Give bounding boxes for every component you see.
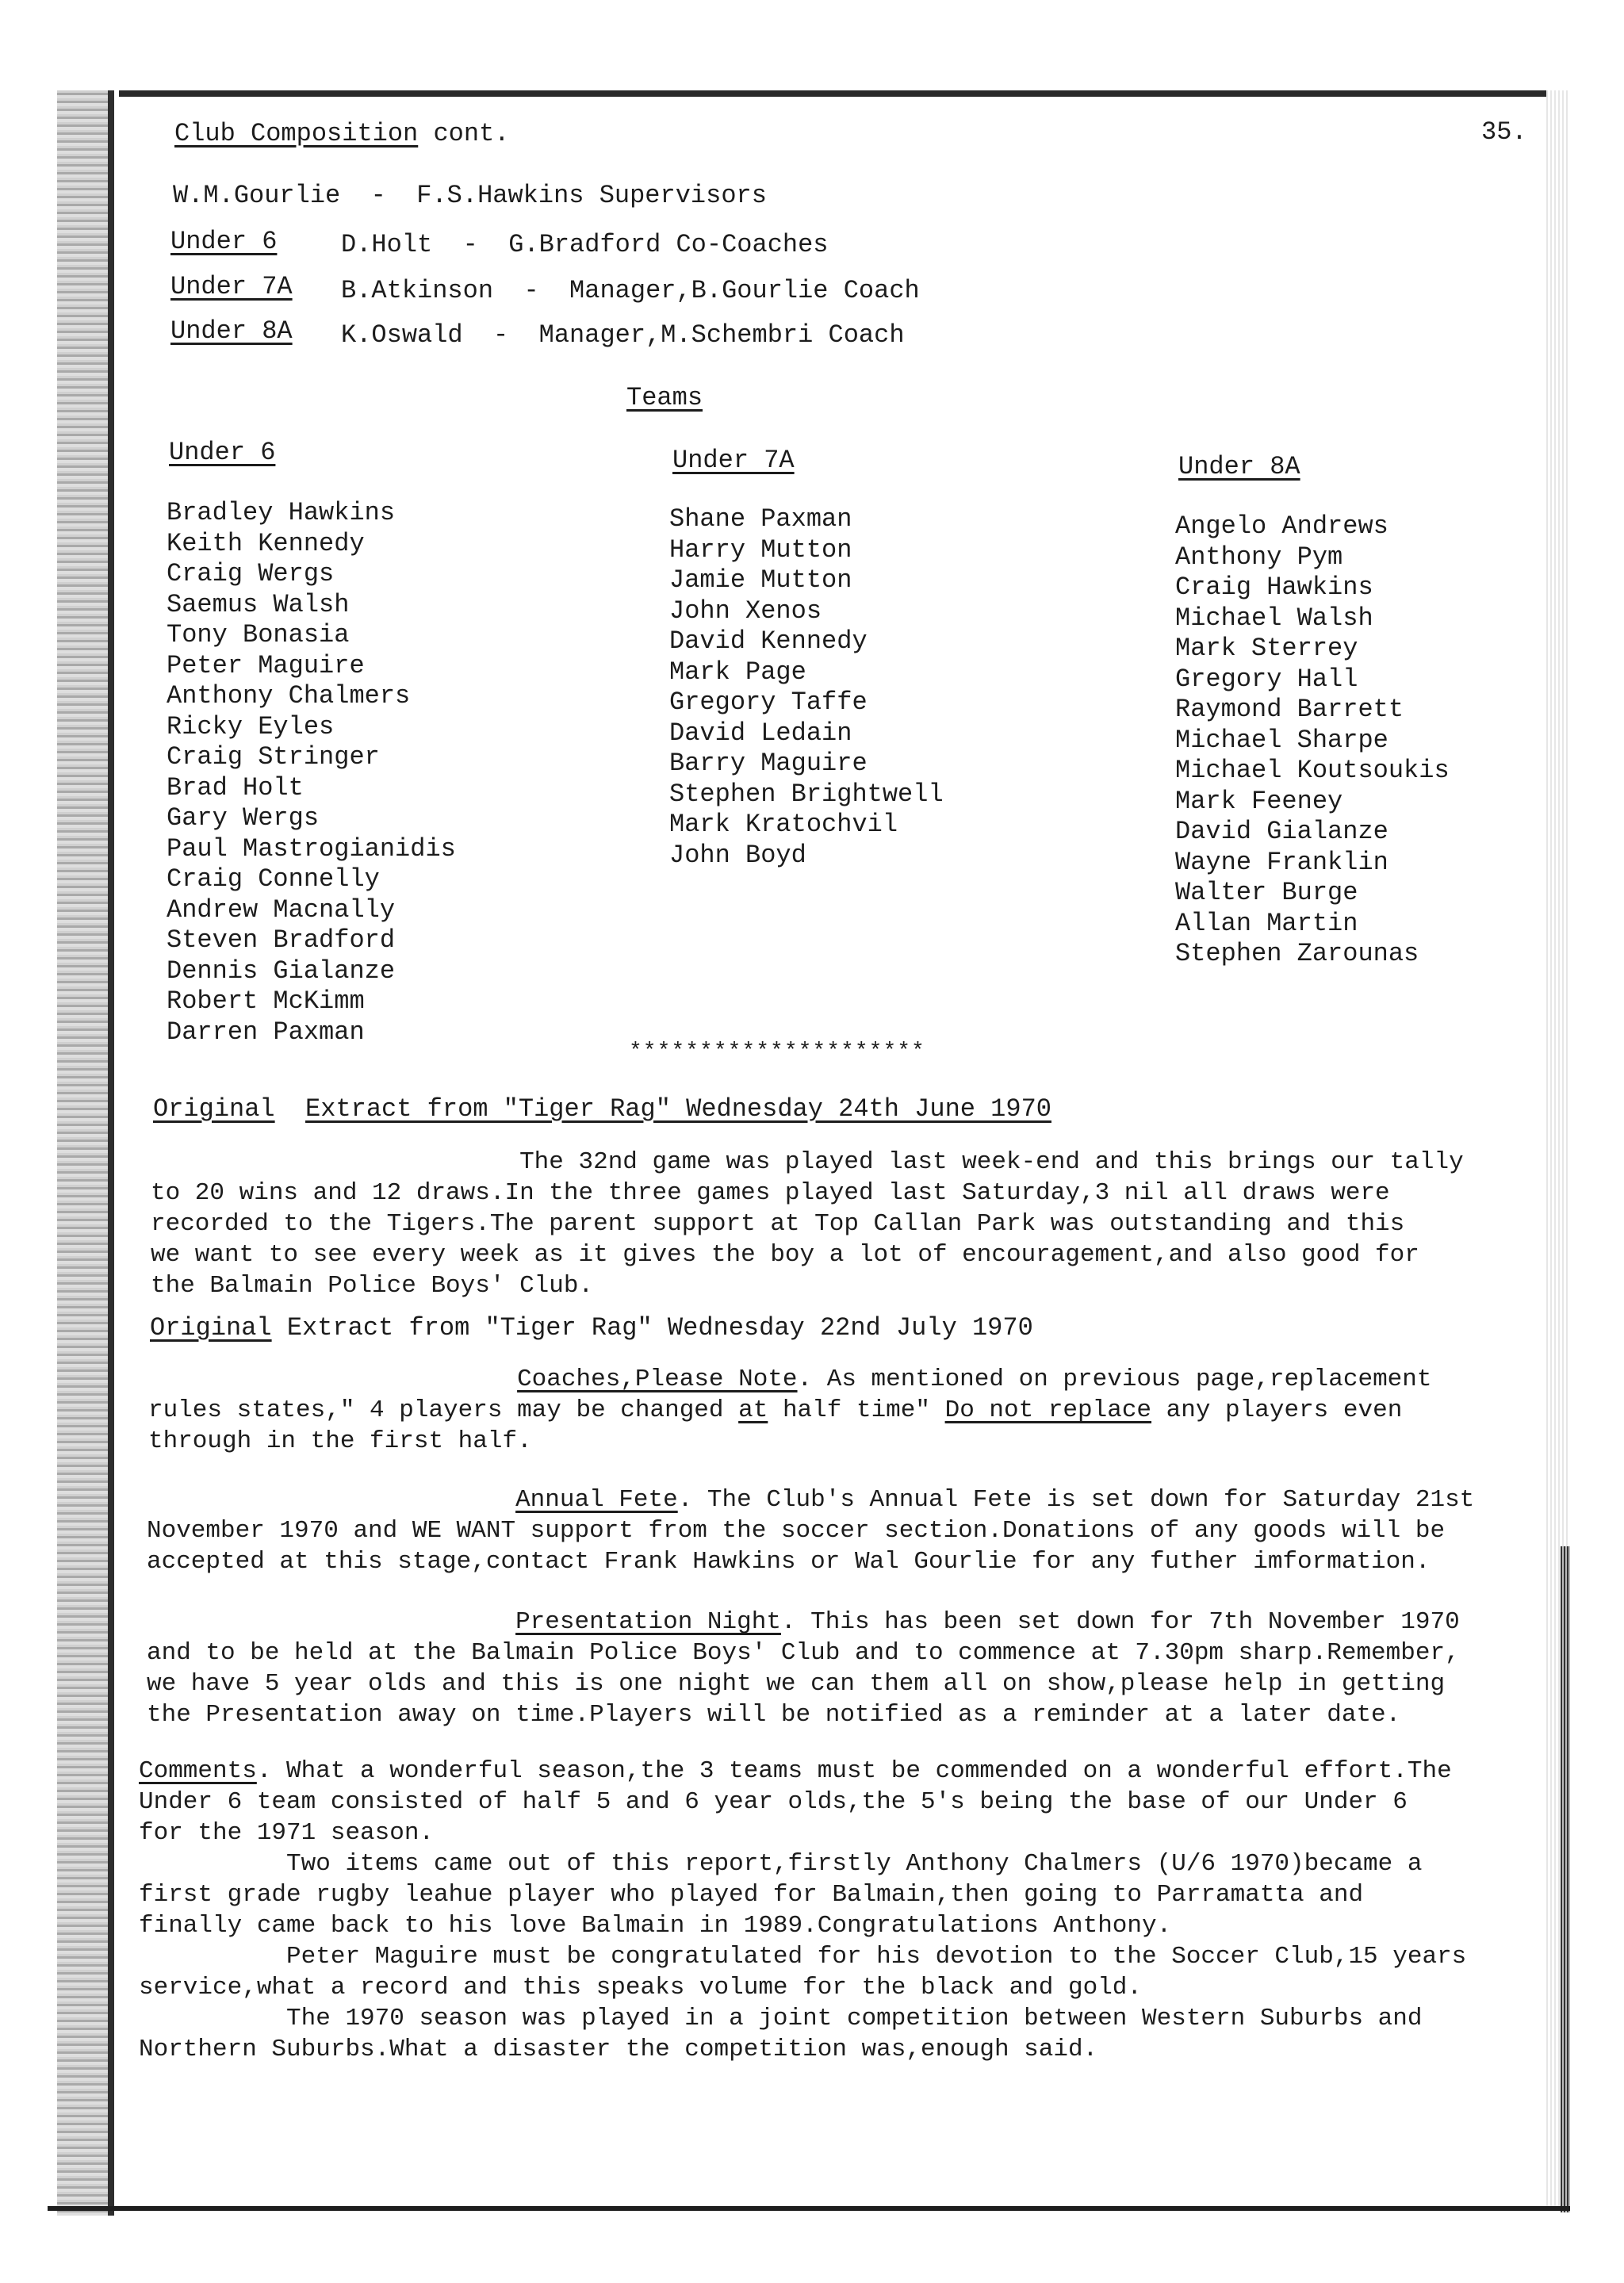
under7a-heading: Under 7A xyxy=(672,446,795,475)
player-name: Michael Koutsoukis xyxy=(1175,756,1450,785)
player-name: David Ledain xyxy=(669,718,852,748)
annual-fete-line1: . The Club's Annual Fete is set down for Saturday 21st xyxy=(677,1486,1475,1514)
presentation-night-line: the Presentation away on time.Players will be notified as a reminder at a later date. xyxy=(147,1701,1401,1729)
player-name: Robert McKimm xyxy=(167,986,365,1016)
player-name: Shane Paxman xyxy=(669,504,852,534)
player-name: Gary Wergs xyxy=(167,803,320,833)
staff-text-under6: D.Holt - G.Bradford Co-Coaches xyxy=(341,230,829,259)
player-name: Barry Maguire xyxy=(669,749,868,778)
player-name: Wayne Franklin xyxy=(1175,847,1388,877)
comments-title: Comments xyxy=(139,1757,257,1785)
teams-heading: Teams xyxy=(626,383,703,412)
player-name: Mark Page xyxy=(669,657,806,687)
player-name: Darren Paxman xyxy=(167,1017,365,1047)
player-name: Bradley Hawkins xyxy=(167,498,396,527)
coaches-note-line2c: any players even xyxy=(1151,1396,1403,1424)
page-title xyxy=(174,119,509,149)
annual-fete xyxy=(147,1484,1474,1577)
presentation-night-line: and to be held at the Balmain Police Boys' Club and to commence at 7.30pm sharp.Remember, xyxy=(147,1639,1460,1667)
staff-supervisors: W.M.Gourlie - F.S.Hawkins Supervisors xyxy=(173,181,767,210)
comments-line: Under 6 team consisted of half 5 and 6 year olds,the 5's being the base of our Under 6 xyxy=(139,1788,1408,1816)
player-name: Michael Walsh xyxy=(1175,603,1373,633)
comments-line: Two items came out of this report,firstly Anthony Chalmers (U/6 1970)became a xyxy=(139,1850,1423,1878)
player-name: John Boyd xyxy=(669,840,806,870)
annual-fete-line: accepted at this stage,contact Frank Hawkins or Wal Gourlie for any futher imformation. xyxy=(147,1548,1431,1576)
comments-line: Peter Maguire must be congratulated for his devotion to the Soccer Club,15 years xyxy=(139,1943,1467,1971)
player-name: Anthony Chalmers xyxy=(167,681,411,711)
player-name: Dennis Gialanze xyxy=(167,956,396,986)
under8a-heading: Under 8A xyxy=(1178,452,1300,481)
player-name: Paul Mastrogianidis xyxy=(167,833,456,864)
player-name: Stephen Zarounas xyxy=(1175,939,1419,968)
player-name: Craig Stringer xyxy=(167,742,380,772)
player-name: Gregory Taffe xyxy=(669,688,868,717)
player-name: Peter Maguire xyxy=(167,650,365,680)
presentation-night xyxy=(147,1607,1460,1730)
player-name: Saemus Walsh xyxy=(167,589,350,619)
player-name: Michael Sharpe xyxy=(1175,725,1388,755)
player-name: Walter Burge xyxy=(1175,878,1358,907)
player-name: Brad Holt xyxy=(167,772,304,802)
extract1-line: recorded to the Tigers.The parent support at Top Callan Park was outstanding and this xyxy=(151,1210,1405,1238)
player-name: Craig Connelly xyxy=(167,864,380,894)
player-name: John Xenos xyxy=(669,596,822,626)
player-name: David Kennedy xyxy=(669,626,868,656)
page-top-border xyxy=(119,90,1570,97)
staff-label-under6: Under 6 xyxy=(170,227,278,256)
extract1-heading xyxy=(153,1094,1051,1124)
page-title-text: Club Composition xyxy=(174,119,419,148)
staff-text-under7a: B.Atkinson - Manager,B.Gourlie Coach xyxy=(341,276,920,305)
extract2-heading-original: Original xyxy=(150,1313,272,1343)
player-name: Anthony Pym xyxy=(1175,542,1343,572)
separator-line: ********************* xyxy=(629,1040,925,1064)
presentation-night-line: we have 5 year olds and this is one night we can them all on show,please help in getting xyxy=(147,1670,1446,1698)
coaches-note-title: Coaches,Please Note xyxy=(517,1366,798,1393)
coaches-note-line3: through in the first half. xyxy=(148,1427,532,1455)
binding-shadow xyxy=(57,90,113,2216)
under6-player-list xyxy=(167,498,456,1048)
page-left-border xyxy=(108,90,114,2216)
extract1-line: we want to see every week as it gives the boy a lot of encouragement,and also good for xyxy=(151,1241,1419,1269)
player-name: Ricky Eyles xyxy=(167,711,335,741)
player-name: Allan Martin xyxy=(1175,908,1358,938)
coaches-note xyxy=(148,1364,1431,1457)
player-name: Harry Mutton xyxy=(669,534,852,565)
player-name: Angelo Andrews xyxy=(1175,511,1388,541)
page-right-border xyxy=(1561,1546,1570,2212)
player-name: Keith Kennedy xyxy=(167,528,365,558)
player-name: Raymond Barrett xyxy=(1175,695,1404,724)
comments-line: first grade rugby leahue player who played for Balmain,then going to Parramatta and xyxy=(139,1881,1364,1909)
player-name: Mark Feeney xyxy=(1175,786,1343,816)
extract2-heading-source: Extract from "Tiger Rag" Wednesday 22nd July 1970 xyxy=(271,1313,1033,1343)
player-name: Steven Bradford xyxy=(167,925,396,955)
player-name: Gregory Hall xyxy=(1175,664,1358,694)
player-name: Craig Wergs xyxy=(167,559,335,588)
presentation-night-title: Presentation Night xyxy=(515,1608,781,1636)
player-name: Jamie Mutton xyxy=(669,565,852,595)
staff-label-under8a: Under 8A xyxy=(170,316,293,346)
under7a-player-list xyxy=(669,504,944,871)
coaches-note-do-not-replace: Do not replace xyxy=(944,1396,1152,1424)
page-title-suffix: cont. xyxy=(418,119,510,148)
annual-fete-line: November 1970 and WE WANT support from the soccer section.Donations of any goods will be xyxy=(147,1517,1446,1545)
player-name: David Gialanze xyxy=(1175,817,1388,846)
comments-line: The 1970 season was played in a joint competition between Western Suburbs and xyxy=(139,2005,1423,2032)
extract1-line: to 20 wins and 12 draws.In the three games played last Saturday,3 nil all draws were xyxy=(151,1179,1390,1207)
extract1-heading-source: Extract from "Tiger Rag" Wednesday 24th June 1970 xyxy=(305,1094,1051,1124)
player-name: Stephen Brightwell xyxy=(669,779,944,809)
extract1-body xyxy=(151,1147,1464,1301)
extract1-line: The 32nd game was played last week-end and this brings our tally xyxy=(151,1148,1464,1176)
extract1-heading-original: Original xyxy=(153,1094,275,1124)
coaches-note-line2b: half time" xyxy=(768,1396,945,1424)
coaches-note-line2a: rules states," 4 players may be changed xyxy=(148,1396,739,1424)
staff-text-under8a: K.Oswald - Manager,M.Schembri Coach xyxy=(341,320,905,350)
comments-line: Northern Suburbs.What a disaster the competition was,enough said. xyxy=(139,2036,1098,2063)
page-number: 35. xyxy=(1481,117,1527,147)
annual-fete-title: Annual Fete xyxy=(515,1486,678,1514)
under8a-player-list xyxy=(1175,511,1450,970)
extract1-line: the Balmain Police Boys' Club. xyxy=(151,1272,594,1300)
player-name: Mark Kratochvil xyxy=(669,810,898,839)
comments-line1: . What a wonderful season,the 3 teams must be commended on a wonderful effort.The xyxy=(256,1757,1452,1785)
comments-section xyxy=(139,1756,1466,2065)
staff-label-under7a: Under 7A xyxy=(170,272,293,301)
player-name: Craig Hawkins xyxy=(1175,573,1373,602)
extract2-heading xyxy=(150,1313,1033,1343)
presentation-night-line1: . This has been set down for 7th November 1970 xyxy=(780,1608,1460,1636)
under6-heading: Under 6 xyxy=(169,438,276,467)
player-name: Mark Sterrey xyxy=(1175,634,1358,663)
coaches-note-at: at xyxy=(738,1396,768,1424)
comments-line: service,what a record and this speaks volume for the black and gold. xyxy=(139,1974,1143,2001)
page-bottom-border xyxy=(48,2206,1570,2211)
comments-line: for the 1971 season. xyxy=(139,1819,435,1847)
player-name: Tony Bonasia xyxy=(167,620,350,649)
player-name: Andrew Macnally xyxy=(167,894,396,925)
coaches-note-line1: . As mentioned on previous page,replacement xyxy=(797,1366,1432,1393)
comments-line: finally came back to his love Balmain in 1989.Congratulations Anthony. xyxy=(139,1912,1172,1940)
